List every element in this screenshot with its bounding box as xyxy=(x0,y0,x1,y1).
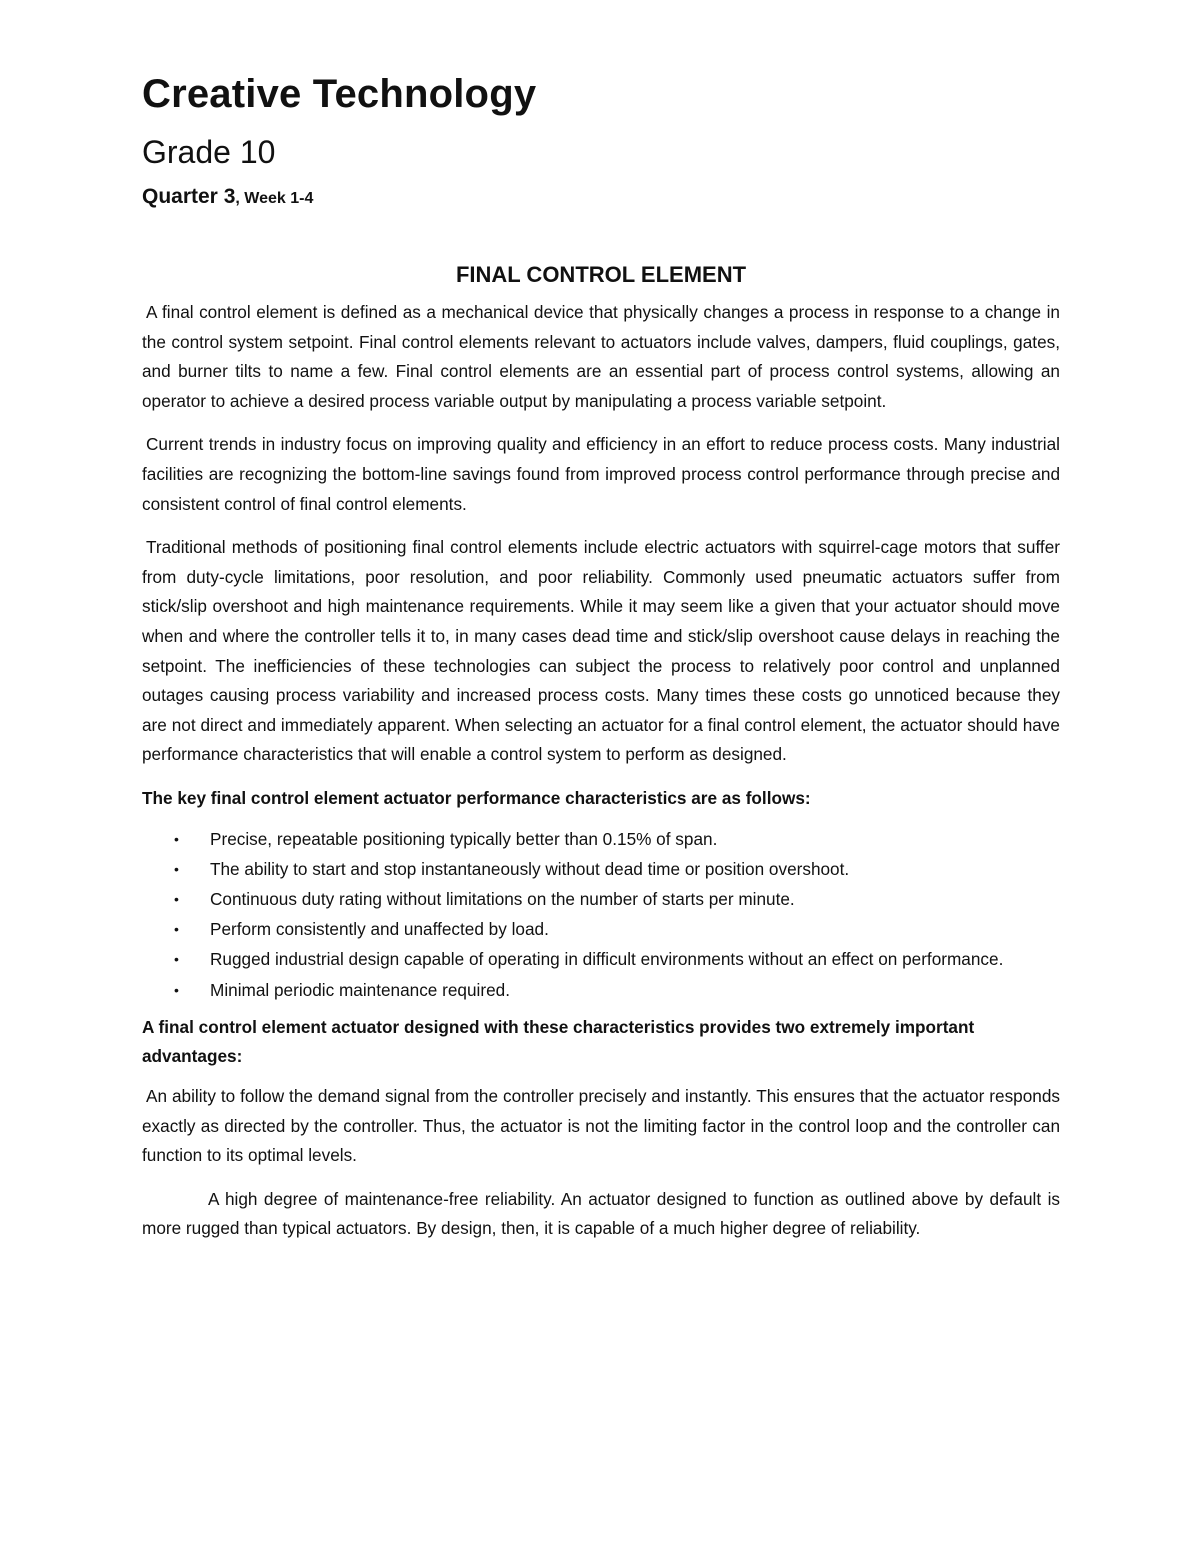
list-item xyxy=(142,854,1060,884)
list-item-text: Continuous duty rating without limitations on the number of starts per minute. xyxy=(210,888,795,909)
list-item-text: Precise, repeatable positioning typically better than 0.15% of span. xyxy=(210,828,718,849)
paragraph-traditional-methods: Traditional methods of positioning final control elements include electric actuators with squirrel-cage motors that suffer from duty-cycle limitations, poor resolution, and poor reliability. Commonly used pneumatic actuators suffer from stick/slip overshoot and high maintenance requirements. While it may seem like a given that your actuator should move when and where the controller tells it to, in many cases dead time and stick/slip overshoot cause delays in reaching the setpoint. The inefficiencies of these technologies can subject the process to relatively poor control and unplanned outages causing process variability and increased process costs. Many times these costs go unnoticed because they are not direct and immediately apparent. When selecting an actuator for a final control element, the actuator should have performance characteristics that will enable a control system to perform as designed. xyxy=(142,537,1060,765)
list-item-text: Rugged industrial design capable of operating in difficult environments without an effect on performance. xyxy=(210,949,1004,970)
characteristics-lead: The key final control element actuator performance characteristics are as follows: xyxy=(142,787,811,808)
advantages-lead: A final control element actuator designed with these characteristics provides two extremely important advantages: xyxy=(142,1016,975,1067)
paragraph-advantage-reliability: A high degree of maintenance-free reliability. An actuator designed to function as outlined above by default is more rugged than typical actuators. By design, then, it is capable of a much higher degree of reliability. xyxy=(142,1188,1060,1239)
quarter-number: Quarter 3 xyxy=(142,185,236,208)
document-content xyxy=(142,68,1060,1258)
bullet-icon: • xyxy=(174,921,179,938)
bullet-icon: • xyxy=(174,860,179,877)
list-item-text: Minimal periodic maintenance required. xyxy=(210,979,510,1000)
grade-label: Grade 10 xyxy=(142,134,276,170)
bullet-icon: • xyxy=(174,981,179,998)
quarter-label xyxy=(142,182,1060,214)
quarter-week: , Week 1-4 xyxy=(235,190,314,207)
document-title: Creative Technology xyxy=(142,72,537,116)
list-item xyxy=(142,944,1060,974)
bullet-icon: • xyxy=(174,951,179,968)
list-item-text: The ability to start and stop instantaneously without dead time or position overshoot. xyxy=(210,858,850,879)
list-item xyxy=(142,884,1060,914)
list-item xyxy=(142,914,1060,944)
list-item xyxy=(142,975,1060,1005)
paragraph-definition: A final control element is defined as a mechanical device that physically changes a process in response to a change in the control system setpoint. Final control elements relevant to actuators include valves, dampers, fluid couplings, gates, and burner tilts to name a few. Final control elements are an essential part of process control systems, allowing an operator to achieve a desired process variable output by manipulating a process variable setpoint. xyxy=(142,302,1060,411)
paragraph-trends: Current trends in industry focus on improving quality and efficiency in an effort to reduce process costs. Many industrial facilities are recognizing the bottom-line savings found from improved process control performance through precise and consistent control of final control elements. xyxy=(142,434,1060,514)
list-item xyxy=(142,824,1060,854)
bullet-icon: • xyxy=(174,890,179,907)
characteristics-list xyxy=(142,824,1060,1005)
section-title: FINAL CONTROL ELEMENT xyxy=(455,262,747,287)
bullet-icon: • xyxy=(174,830,179,847)
paragraph-advantage-precision: An ability to follow the demand signal from the controller precisely and instantly. This ensures that the actuator responds exactly as directed by the controller. Thus, the actuator is not the limiting factor in the control loop and the controller can function to its optimal levels. xyxy=(142,1085,1060,1166)
list-item-text: Perform consistently and unaffected by load. xyxy=(210,919,549,940)
